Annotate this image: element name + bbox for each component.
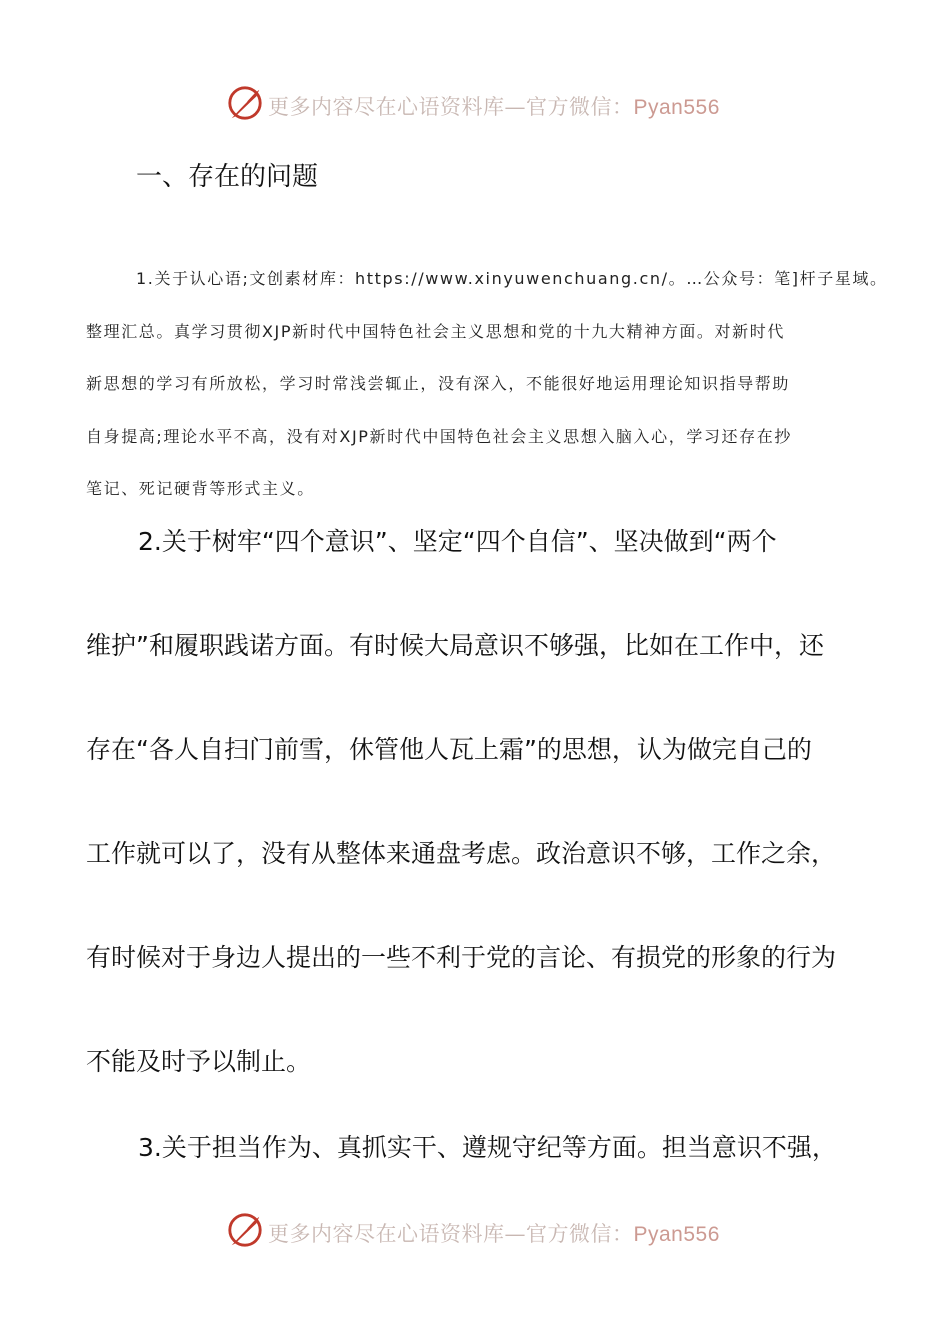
quill-pen-logo-icon [226, 84, 264, 122]
paragraph-3 [86, 1096, 876, 1200]
header-watermark-banner [0, 82, 950, 126]
paragraph-2 [86, 490, 876, 1114]
quill-pen-logo-icon [226, 1211, 264, 1249]
paragraph-2-line: 存在“各人自扫门前雪，休管他人瓦上霜”的思想，认为做完自己的 [86, 735, 812, 764]
section-heading: 一、存在的问题 [136, 162, 319, 192]
paragraph-2-line: 维护”和履职践诺方面。有时候大局意识不够强，比如在工作中，还 [86, 631, 824, 660]
paragraph-1-line: 整理汇总。真学习贯彻XJP新时代中国特色社会主义思想和党的十九大精神方面。对新时代 [86, 321, 785, 341]
paragraph-1-line: 新思想的学习有所放松，学习时常浅尝辄止，没有深入，不能很好地运用理论知识指导帮助 [86, 374, 791, 393]
paragraph-2-line: 不能及时予以制止。 [86, 1047, 312, 1076]
paragraph-1-line: 笔记、死记硬背等形式主义。 [86, 479, 315, 498]
paragraph-2-line: 2.关于树牢“四个意识”、坚定“四个自信”、坚决做到“两个 [138, 527, 777, 556]
footer-watermark-banner [0, 1209, 950, 1253]
paragraph-2-line: 工作就可以了，没有从整体来通盘考虑。政治意识不够，工作之余， [86, 839, 837, 868]
paragraph-2-line: 有时候对于身边人提出的一些不利于党的言论、有损党的形象的行为 [86, 943, 837, 972]
banner-wechat-id: Pyan556 [633, 96, 720, 119]
paragraph-1-line: 自身提高;理论水平不高，没有对XJP新时代中国特色社会主义思想入脑入心，学习还存在抄 [86, 426, 792, 446]
paragraph-3-line: 3.关于担当作为、真抓实干、遵规守纪等方面。担当意识不强， [138, 1133, 837, 1162]
banner-text [268, 1218, 720, 1248]
paragraph-1 [86, 253, 888, 516]
banner-text-cn: 更多内容尽在心语资料库—官方微信： [268, 1222, 634, 1246]
banner-wechat-id: Pyan556 [633, 1223, 720, 1246]
banner-text [268, 91, 720, 121]
paragraph-1-line: 1.关于认心语;文创素材库：https://www.xinyuwenchuang.cn/。…公众号：笔]杆子星域。 [136, 269, 888, 288]
banner-text-cn: 更多内容尽在心语资料库—官方微信： [268, 95, 634, 119]
